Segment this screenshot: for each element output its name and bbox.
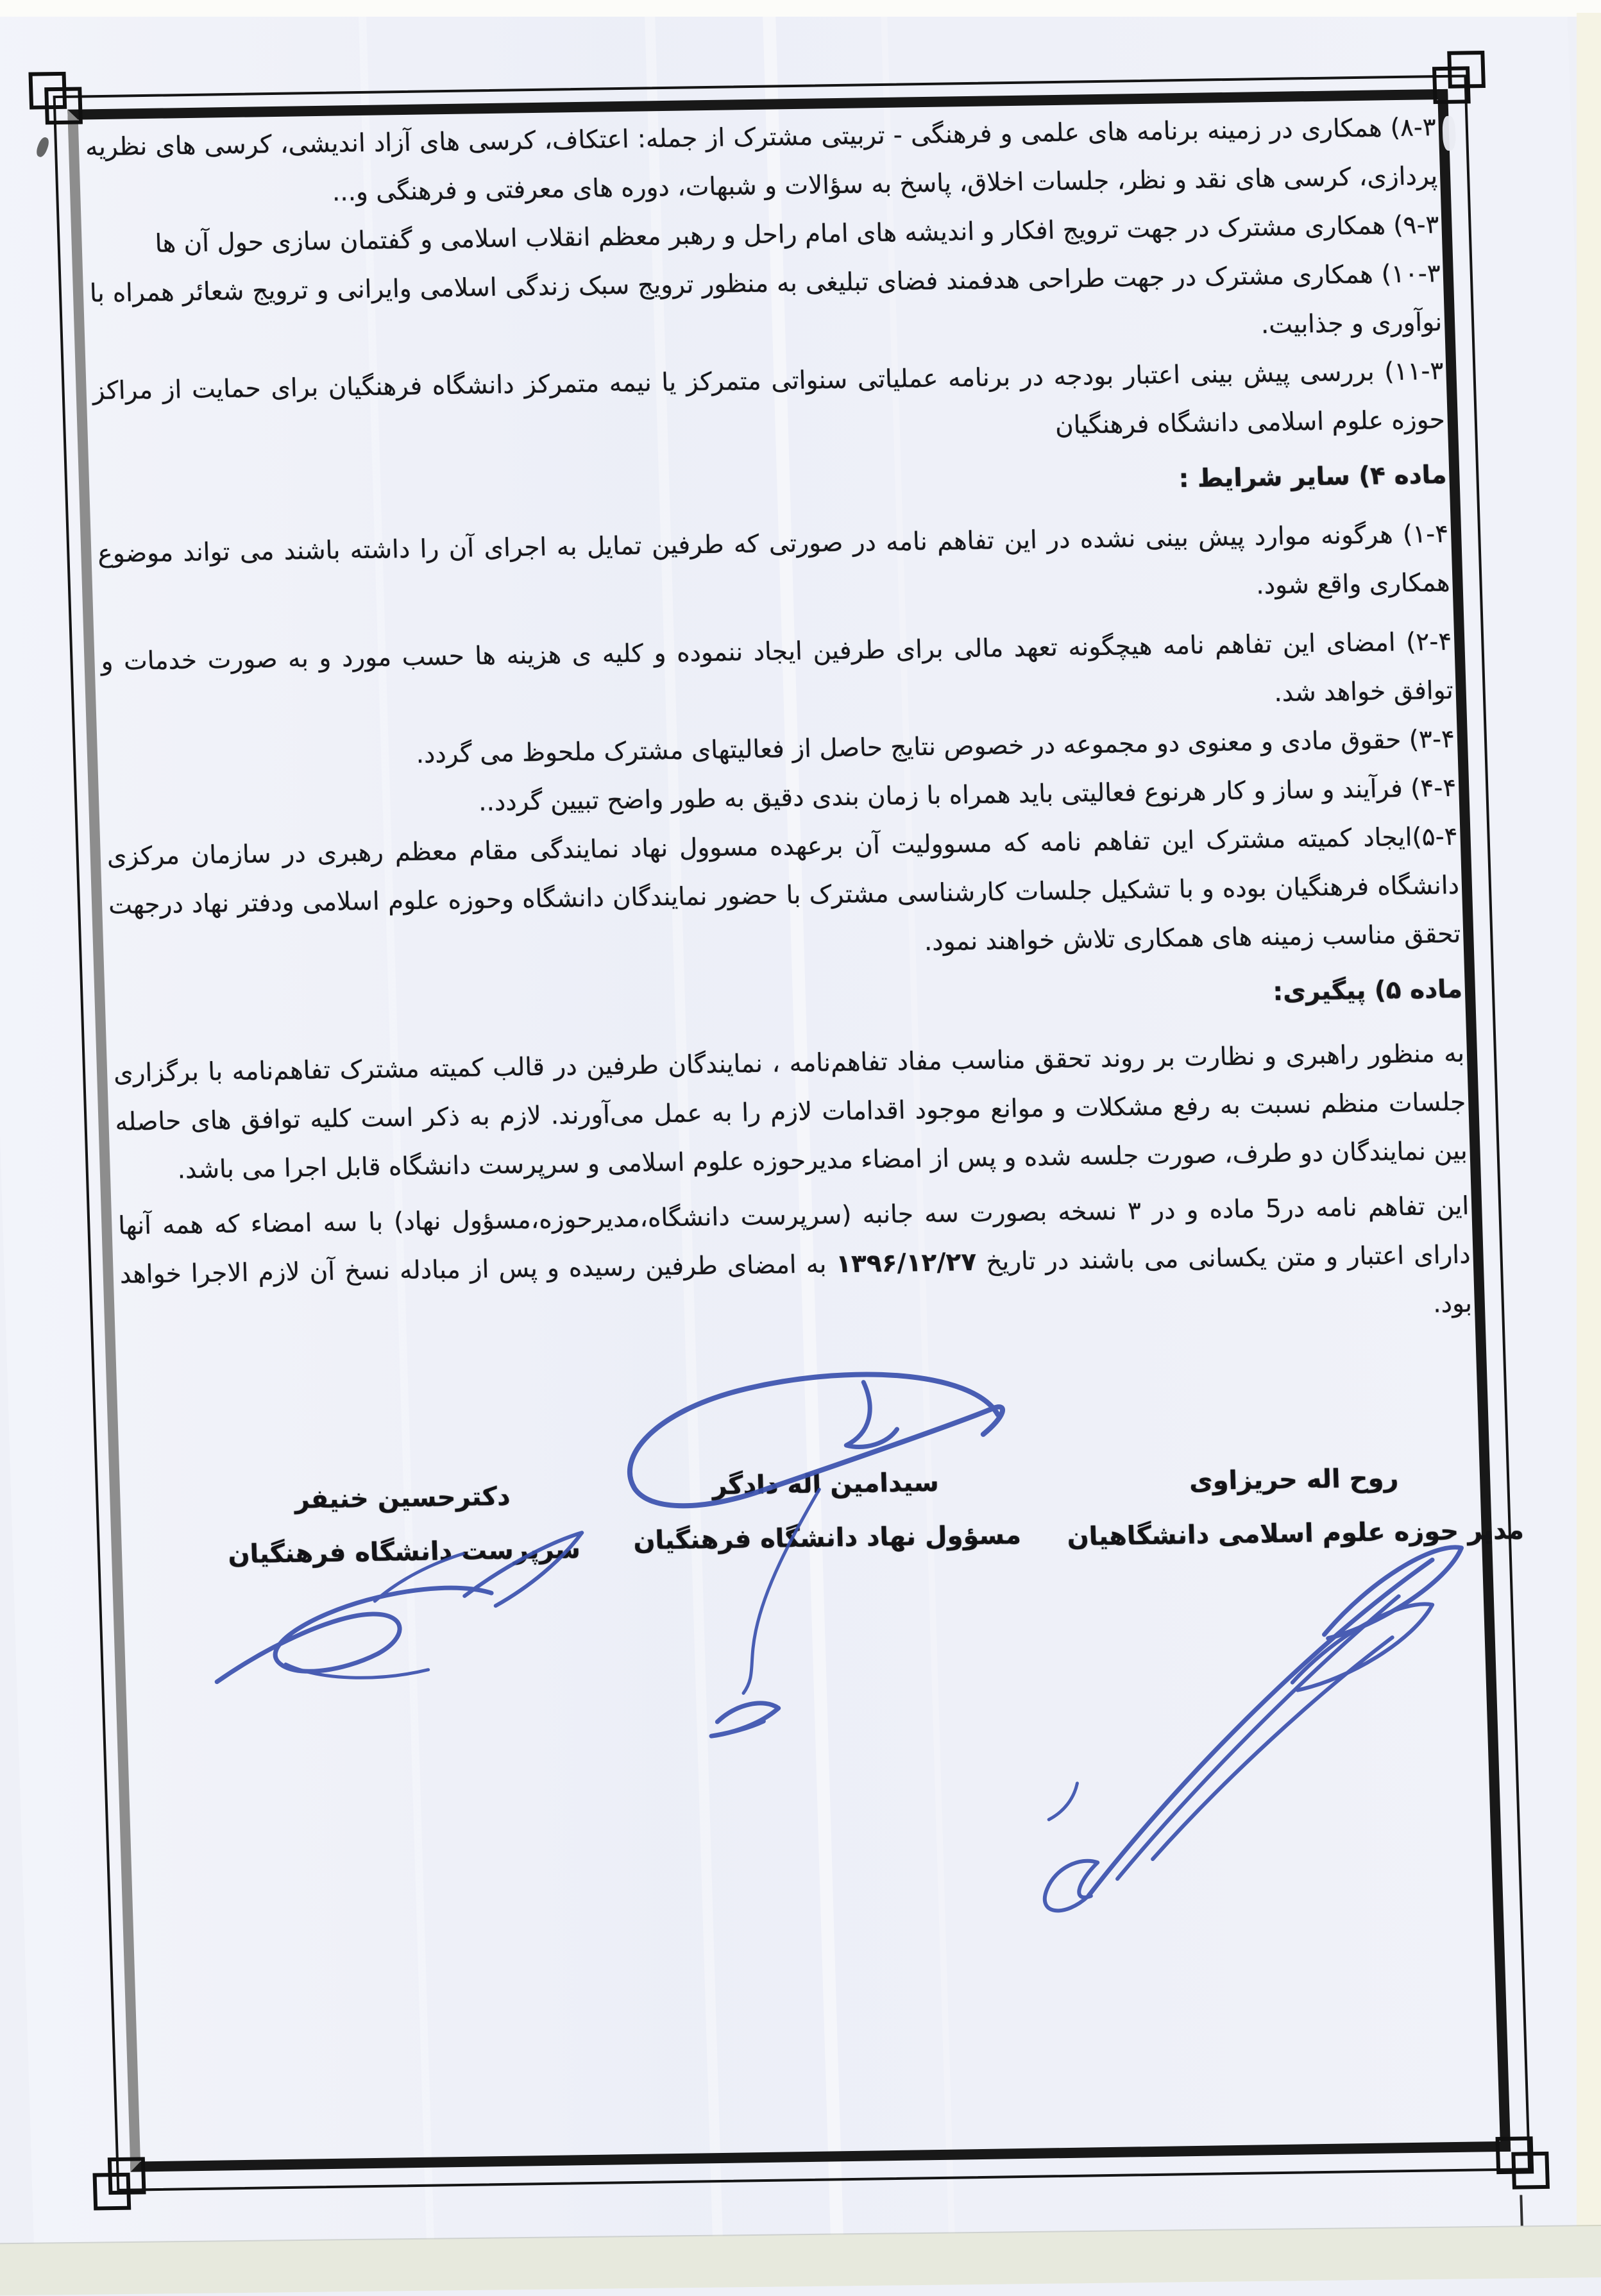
signatory-title: سرپرست دانشگاه فرهنگیان — [227, 1535, 581, 1570]
scan-artifact — [1442, 116, 1456, 151]
contract-clause-3-9: ۹-۳) همکاری مشترک در جهت ترویج افکار و اندیشه های امام راحل و رهبر معظم انقلاب اسلامی و گفتمان سازی حول آن ها — [154, 210, 1440, 259]
closing-paragraph — [117, 1182, 1473, 1348]
contract-clause-3-8: ۸-۳) همکاری در زمینه برنامه های علمی و فرهنگی - تربیتی مشترک از جمله: اعتکاف، کرسی های آزاد اندیشی، کرسی های نظریه پردازی، کرسی های نقد و نظر، جلسات اخلاق، پاسخ به سؤالات و شبهات، دوره های معرفتی و فرهنگی و... — [85, 113, 1438, 207]
contract-clause-4-3: ۳-۴) حقوق مادی و معنوی دو مجموعه در خصوص نتایج حاصل از فعالیتهای مشترک ملحوظ می گردد. — [415, 724, 1455, 769]
signatory-block-nahad — [581, 1464, 1071, 1558]
signatory-title: مسؤول نهاد دانشگاه فرهنگیان — [632, 1520, 1022, 1556]
article-5-body: به منظور راهبری و نظارت بر روند تحقق مناسب مفاد تفاهم‌نامه ، نمایندگان طرفین در قالب کمیته مشترک تفاهم‌نامه با برگزاری جلسات منظم نسبت به رفع مشکلات و موانع موجود اقدامات لازم را به عمل می‌آورند. لازم به ذکر است کلیه توافق های حاصله بین نمایندگان دو طرف، صورت جلسه شده و پس از امضاء مدیرحوزه علوم اسلامی و سرپرست دانشگاه قابل اجرا می باشد. — [113, 1039, 1468, 1185]
contract-clause-4-5: ۵-۴)ایجاد کمیته مشترک این تفاهم نامه که مسوولیت آن برعهده مسوول نهاد نمایندگی مقام معظم رهبری در سازمان مرکزی دانشگاه فرهنگیان بوده و با تشکیل جلسات کارشناسی مشترک با حضور نمایندگان دانشگاه وحوزه علوم اسلامی ودفتر نهاد درجهت تحقق مناسب زمینه های همکاری تلاش خواهند نمود. — [106, 822, 1461, 957]
article-4-heading: ماده ۴) سایر شرایط : — [1178, 460, 1448, 494]
border-corner-knot-icon — [28, 72, 77, 120]
contract-clause-4-2: ۲-۴) امضای این تفاهم نامه هیچگونه تعهد مالی برای طرفین ایجاد ننموده و کلیه ی هزینه ها حسب مورد و به صورت خدمات و توافق خواهد شد. — [100, 627, 1454, 708]
signatory-name: دکترحسین خنیفر — [294, 1481, 511, 1515]
signatory-block-university — [158, 1478, 648, 1572]
contract-clause-4-4: ۴-۴) فرآیند و ساز و کار هرنوع فعالیتی باید همراه با زمان بندی دقیق به طور واضح تبیین گردد.. — [478, 773, 1457, 817]
contract-body — [85, 103, 1473, 1348]
scanner-edge-top — [0, 0, 1601, 17]
article-5-heading: ماده ۵) پیگیری: — [1272, 974, 1463, 1007]
signatory-block-hozeh — [1049, 1459, 1539, 1554]
closing-text-before-date: این تفاهم نامه در5 ماده و در ۳ نسخه بصورت سه جانبه (سرپرست دانشگاه،مدیرحوزه،مسؤول نهاد) با سه امضاء که همه آنها دارای اعتبار و متن یکسانی می باشند در تاریخ — [117, 1191, 1471, 1277]
border-corner-knot-icon — [92, 2162, 141, 2210]
signatory-name: روح اله حریزاوی — [1189, 1463, 1400, 1497]
border-corner-knot-icon — [1437, 51, 1486, 99]
border-corner-knot-icon — [1501, 2141, 1550, 2190]
scan-artifact — [35, 136, 51, 158]
signatory-title: مدیر حوزه علوم اسلامی دانشگاهیان — [1066, 1515, 1525, 1552]
contract-clause-3-10: ۱۰-۳) همکاری مشترک در جهت طراحی هدفمند فضای تبلیغی به منظور ترویج سبک زندگی اسلامی وایرانی و ترویج شعائر همراه با نوآوری و جذابیت. — [89, 259, 1443, 340]
contract-clause-3-11: ۱۱-۳) بررسی پیش بینی اعتبار بودجه در برنامه عملیاتی سنواتی متمرکز یا نیمه متمرکز دانشگاه فرهنگیان برای حمایت از مراکز حوزه علوم اسلامی دانشگاه فرهنگیان — [92, 357, 1446, 440]
signatory-name: سیدامین اله دادگر — [711, 1467, 940, 1501]
contract-clause-4-1: ۱-۴) هرگونه موارد پیش بینی نشده در این تفاهم نامه در صورتی که طرفین تمایل به اجرای آن را داشته باشند می تواند موضوع همکاری واقع شود. — [97, 519, 1451, 600]
closing-text-after-date: به امضای طرفین رسیده و پس از مبادله نسخ آن لازم الاجرا خواهد بود. — [119, 1250, 1473, 1319]
scan-artifact — [1520, 2195, 1523, 2225]
signing-date: ۱۳۹۶/۱۲/۲۷ — [835, 1247, 977, 1279]
scanner-edge-right — [1577, 13, 1601, 2251]
